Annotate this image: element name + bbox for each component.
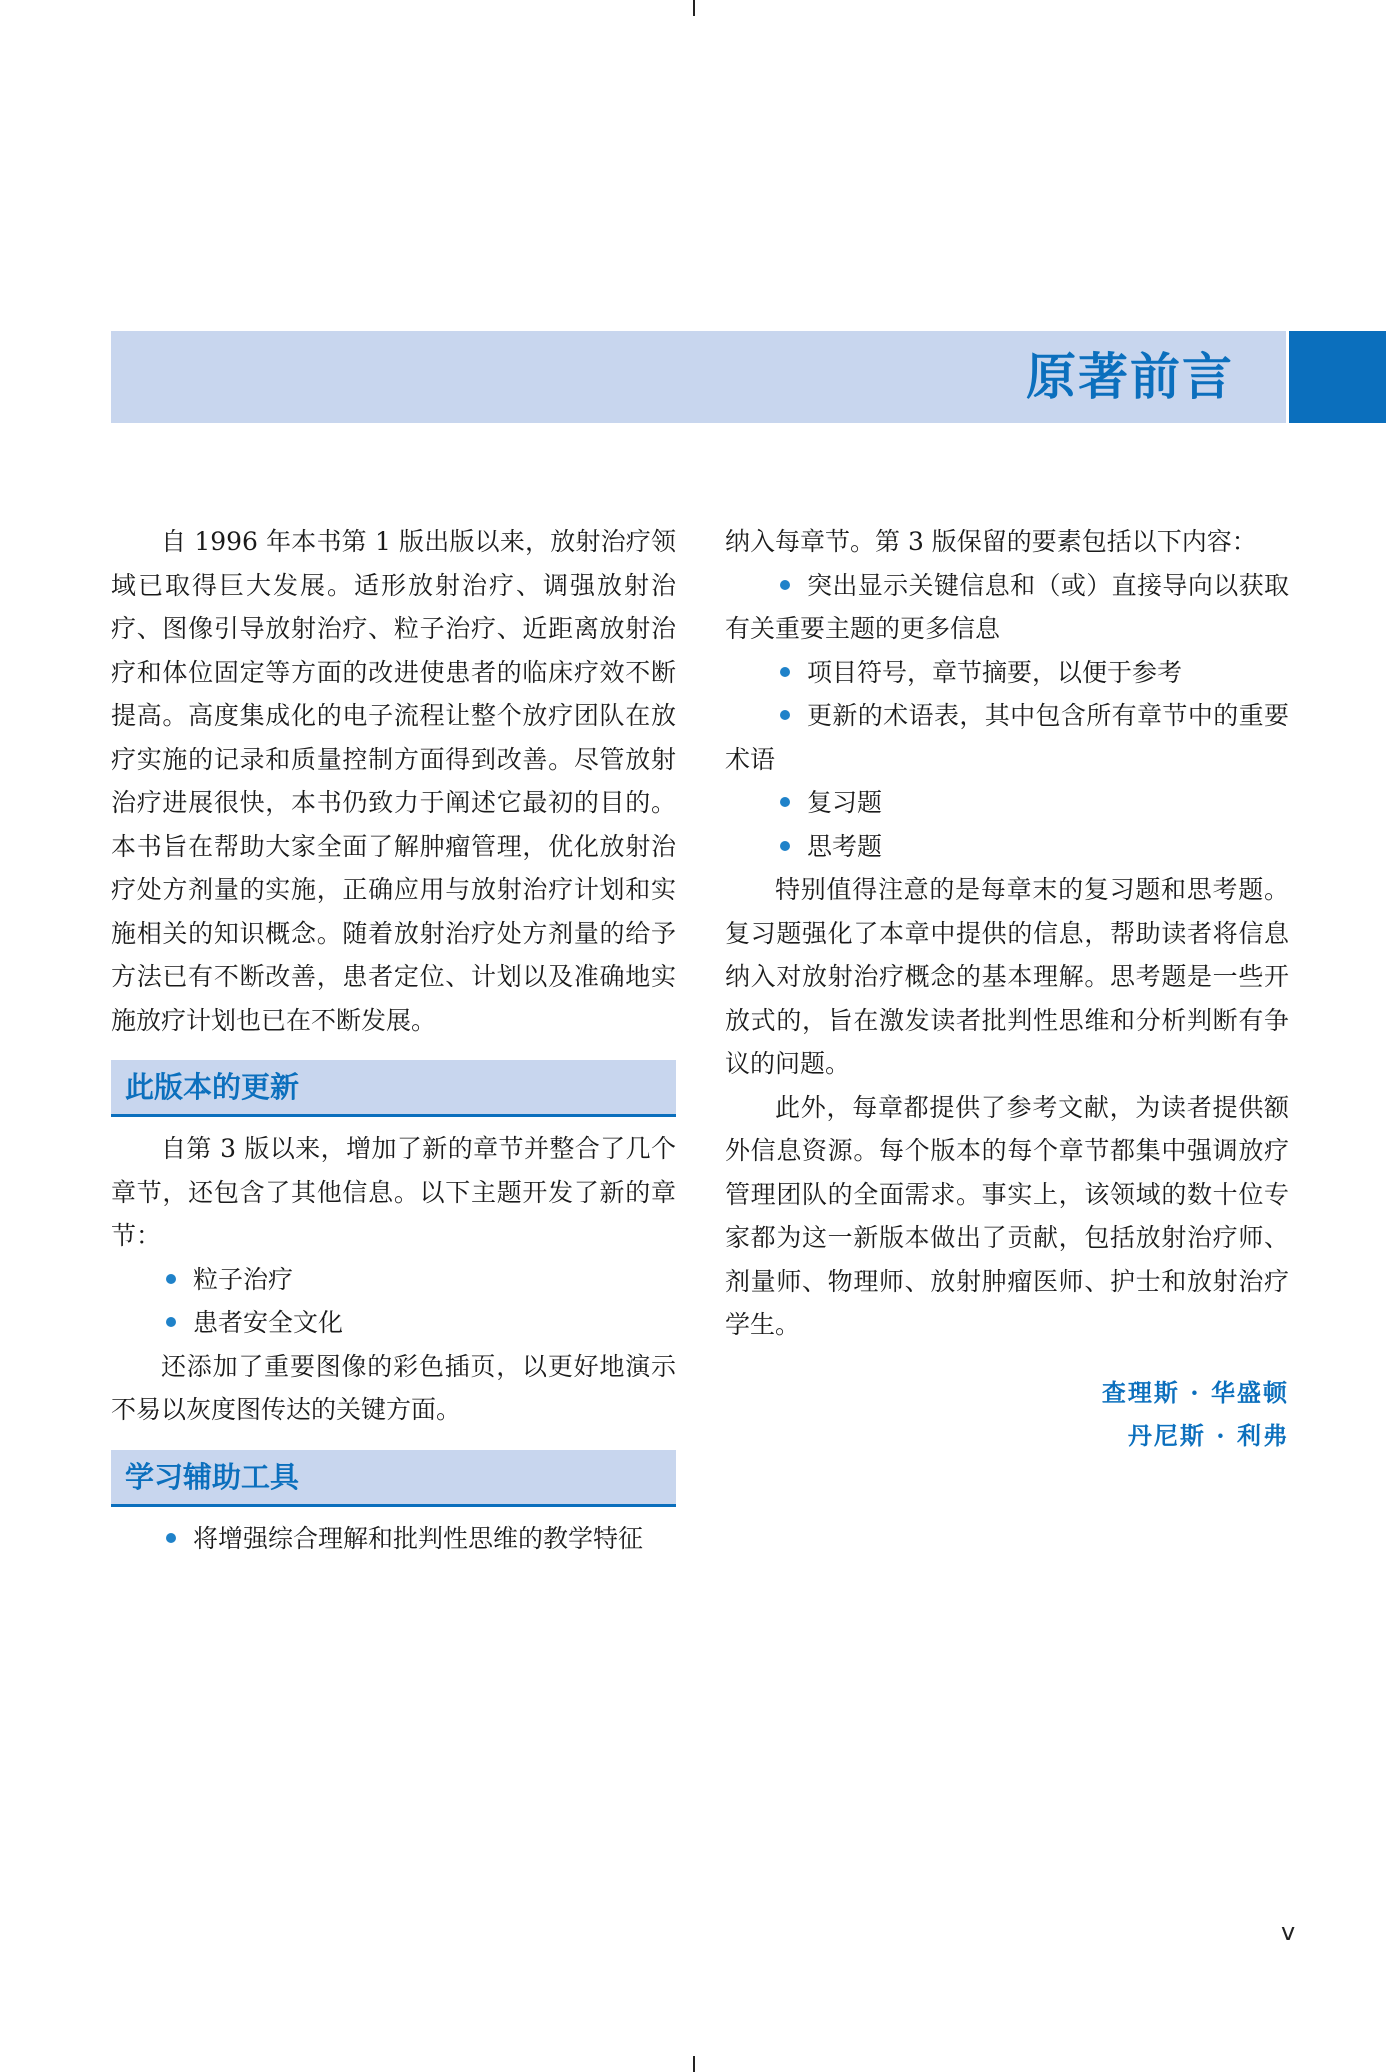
section-heading-updates [111,1060,676,1117]
references-paragraph: 此外，每章都提供了参考文献，为读者提供额外信息资源。每个版本的每个章节都集中强调放疗管理团队的全面需求。事实上，该领域的数十位专家都为这一新版本做出了贡献，包括放射治疗师、剂量师、物理师、放射肿瘤医师、护士和放射治疗学生。 [725,1092,1289,1339]
learning-aids-bullet-list [111,1517,676,1561]
list-item: 项目符号，章节摘要，以便于参考 [725,651,1289,695]
list-item: 患者安全文化 [111,1301,676,1345]
author-signature: 丹尼斯 · 利弗 [1127,1421,1289,1450]
updates-closing-paragraph: 还添加了重要图像的彩色插页，以更好地演示不易以灰度图传达的关键方面。 [111,1351,676,1424]
updates-paragraph: 自第 3 版以来，增加了新的章节并整合了几个章节，还包含了其他信息。以下主题开发了新的章节： [111,1134,676,1250]
retained-elements-list [725,564,1289,869]
list-item: 突出显示关键信息和（或）直接导向以获取有关重要主题的更多信息 [725,564,1289,651]
list-item: 复习题 [725,781,1289,825]
section-heading-learning-aids-text: 学习辅助工具 [125,1459,300,1494]
author-signature: 查理斯 · 华盛顿 [1101,1377,1289,1407]
right-column [725,520,1289,1458]
crop-mark-bottom [693,2056,695,2072]
title-band [111,331,1286,423]
page-number: v [1281,1918,1296,1946]
title-tab-block [1289,331,1386,423]
left-column [111,520,676,1560]
updates-bullet-list [111,1258,676,1345]
page-title: 原著前言 [1026,348,1234,406]
continuation-text: 纳入每章节。第 3 版保留的要素包括以下内容： [725,527,1257,556]
section-heading-learning-aids [111,1450,676,1507]
list-item: 更新的术语表，其中包含所有章节中的重要术语 [725,694,1289,781]
list-item: 粒子治疗 [111,1258,676,1302]
list-item: 思考题 [725,825,1289,869]
review-questions-paragraph: 特别值得注意的是每章末的复习题和思考题。复习题强化了本章中提供的信息，帮助读者将信息纳入对放射治疗概念的基本理解。思考题是一些开放式的，旨在激发读者批判性思维和分析判断有争议的问题。 [725,875,1289,1078]
list-item: 将增强综合理解和批判性思维的教学特征 [111,1517,676,1561]
intro-paragraph: 自 1996 年本书第 1 版出版以来，放射治疗领域已取得巨大发展。适形放射治疗、调强放射治疗、图像引导放射治疗、粒子治疗、近距离放射治疗和体位固定等方面的改进使患者的临床疗效不断提高。高度集成化的电子流程让整个放疗团队在放疗实施的记录和质量控制方面得到改善。尽管放射治疗进展很快，本书仍致力于阐述它最初的目的。本书旨在帮助大家全面了解肿瘤管理，优化放射治疗处方剂量的实施，正确应用与放射治疗计划和实施相关的知识概念。随着放射治疗处方剂量的给予方法已有不断改善，患者定位、计划以及准确地实施放疗计划也已在不断发展。 [111,527,676,1035]
crop-mark-top [693,0,695,16]
section-heading-updates-text: 此版本的更新 [125,1070,300,1104]
